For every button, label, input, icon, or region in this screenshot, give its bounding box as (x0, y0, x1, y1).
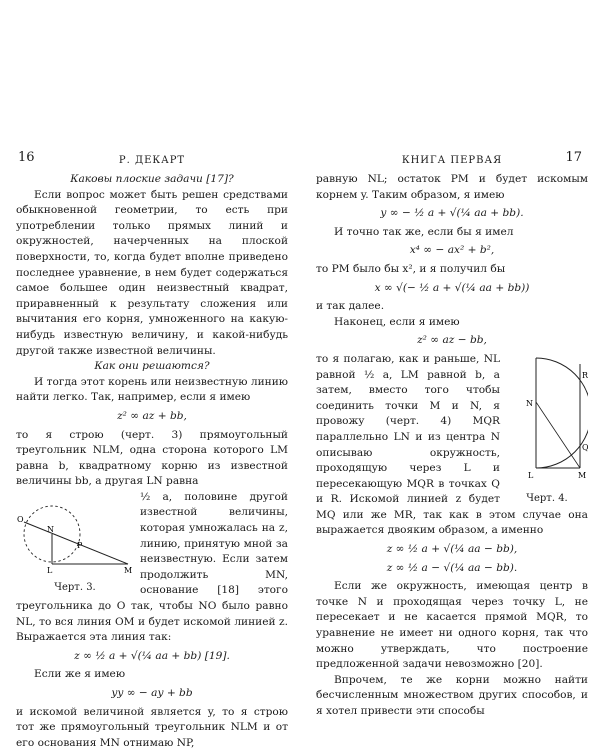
running-head: Р. ДЕКАРТ (118, 155, 186, 166)
figure-4 (506, 354, 588, 506)
equation: yy ∞ − ay + bb (111, 687, 193, 699)
paragraph: Наконец, если я имею (334, 315, 460, 328)
paragraph: И тогда этот корень или неизвестную линию найти легко. Так, например, если я имею (16, 375, 288, 404)
figure-4-drawing (506, 354, 588, 484)
figure-caption: Черт. 3. (54, 582, 96, 594)
paragraph: И точно так же, если бы я имел (334, 225, 514, 238)
running-head: КНИГА ПЕРВАЯ (401, 155, 503, 166)
equation: z ∞ ½ a + √(¼ aa + bb) [19]. (74, 649, 230, 662)
paragraph: и так далее. (316, 300, 385, 313)
label-L: L (47, 565, 53, 574)
equation: z ∞ ½ a + √(¼ aa − bb), (386, 543, 518, 556)
label-Q: Q (582, 442, 588, 452)
left-page (16, 150, 288, 751)
equation: z ∞ ½ a − √(¼ aa − bb). (386, 561, 518, 574)
paragraph: то я строю (черт. 3) прямоугольный треугольник NLM, одна сторона которого LM равна b, квадратному корню из известной величины bb, а другая LN равна (16, 428, 288, 488)
label-O: O (17, 514, 24, 524)
label-P: P (77, 540, 83, 550)
label-N: N (526, 398, 533, 408)
equation: x⁴ ∞ − ax² + b², (409, 244, 495, 257)
figure-3 (16, 492, 134, 596)
figure-3-drawing (16, 492, 134, 574)
section-heading: Каковы плоские задачи [17]? (70, 173, 234, 185)
left-header (16, 150, 288, 172)
figure-caption: Черт. 4. (526, 492, 568, 504)
equation: z² ∞ az + bb, (117, 409, 187, 422)
section-heading: Как они решаются? (94, 360, 210, 373)
equation: x ∞ √(− ½ a + √(¼ aa + bb)) (374, 281, 530, 294)
page-number: 17 (565, 150, 582, 165)
paragraph: и искомой величиной является y, то я строю тот же прямоугольный треугольник NLM и от его основания MN отнимаю NP, (16, 705, 288, 749)
paragraph: равную NL; остаток PM и будет искомым корнем y. Таким образом, я имею (316, 173, 588, 201)
equation: y ∞ − ½ a + √(¼ aa + bb). (380, 207, 524, 220)
paragraph: Если же я имею (34, 668, 126, 681)
right-page (316, 150, 588, 720)
paragraph: то я полагаю, как и раньше, NL равной ½ a, LM равной b, а затем, вместо того чтобы соединить точки M и N, я провожу (черт. 4) MQR параллельно LN и из центра N описываю окружность, проходящую через L и пересекающую MQR в точках Q и R. Искомой линией z будет MQ или же MR, так как в этом случае она выражается двояким образом, а именно (316, 352, 588, 537)
right-header (316, 150, 588, 172)
paragraph: Впрочем, те же корни можно найти бесчисленным множеством других способов, и я хотел привести эти способы (316, 673, 588, 717)
label-M: M (578, 470, 587, 480)
label-N: N (47, 524, 54, 534)
equation: z² ∞ az − bb, (417, 334, 487, 347)
paragraph: Если вопрос может быть решен средствами обыкновенной геометрии, то есть при употреблении только прямых линий и окружностей, начерченных на плоской поверхности, то, когда будет вполне приведено последнее уравнение, в нем будет содержаться самое большее один неизвестный квадрат, приравненный к результату сложения или вычитания его корня, умноженного на какую-нибудь известную величину, и какой-нибудь другой также известной величины. (16, 188, 288, 357)
paragraph: ½ a, половине другой известной величины, которая умножалась на z, линию, принятую мной за неизвестную. Если затем продолжить MN, основание [18] этого треугольника до O так, чтобы NO было равно NL, то вся линия OM и будет искомой линией z. Выражается эта линия так: (16, 490, 288, 644)
page-number: 16 (18, 150, 35, 165)
paragraph: Если же окружность, имеющая центр в точке N и проходящая через точку L, не пересекает и не касается прямой MQR, то уравнение не имеет ни одного корня, так что можно утверждать, что построение предложенной задачи невозможно [20]. (316, 580, 588, 671)
label-R: R (582, 370, 588, 380)
label-M: M (124, 565, 133, 574)
paragraph: то PM было бы x², и я получил бы (316, 262, 506, 275)
label-L: L (528, 470, 534, 480)
